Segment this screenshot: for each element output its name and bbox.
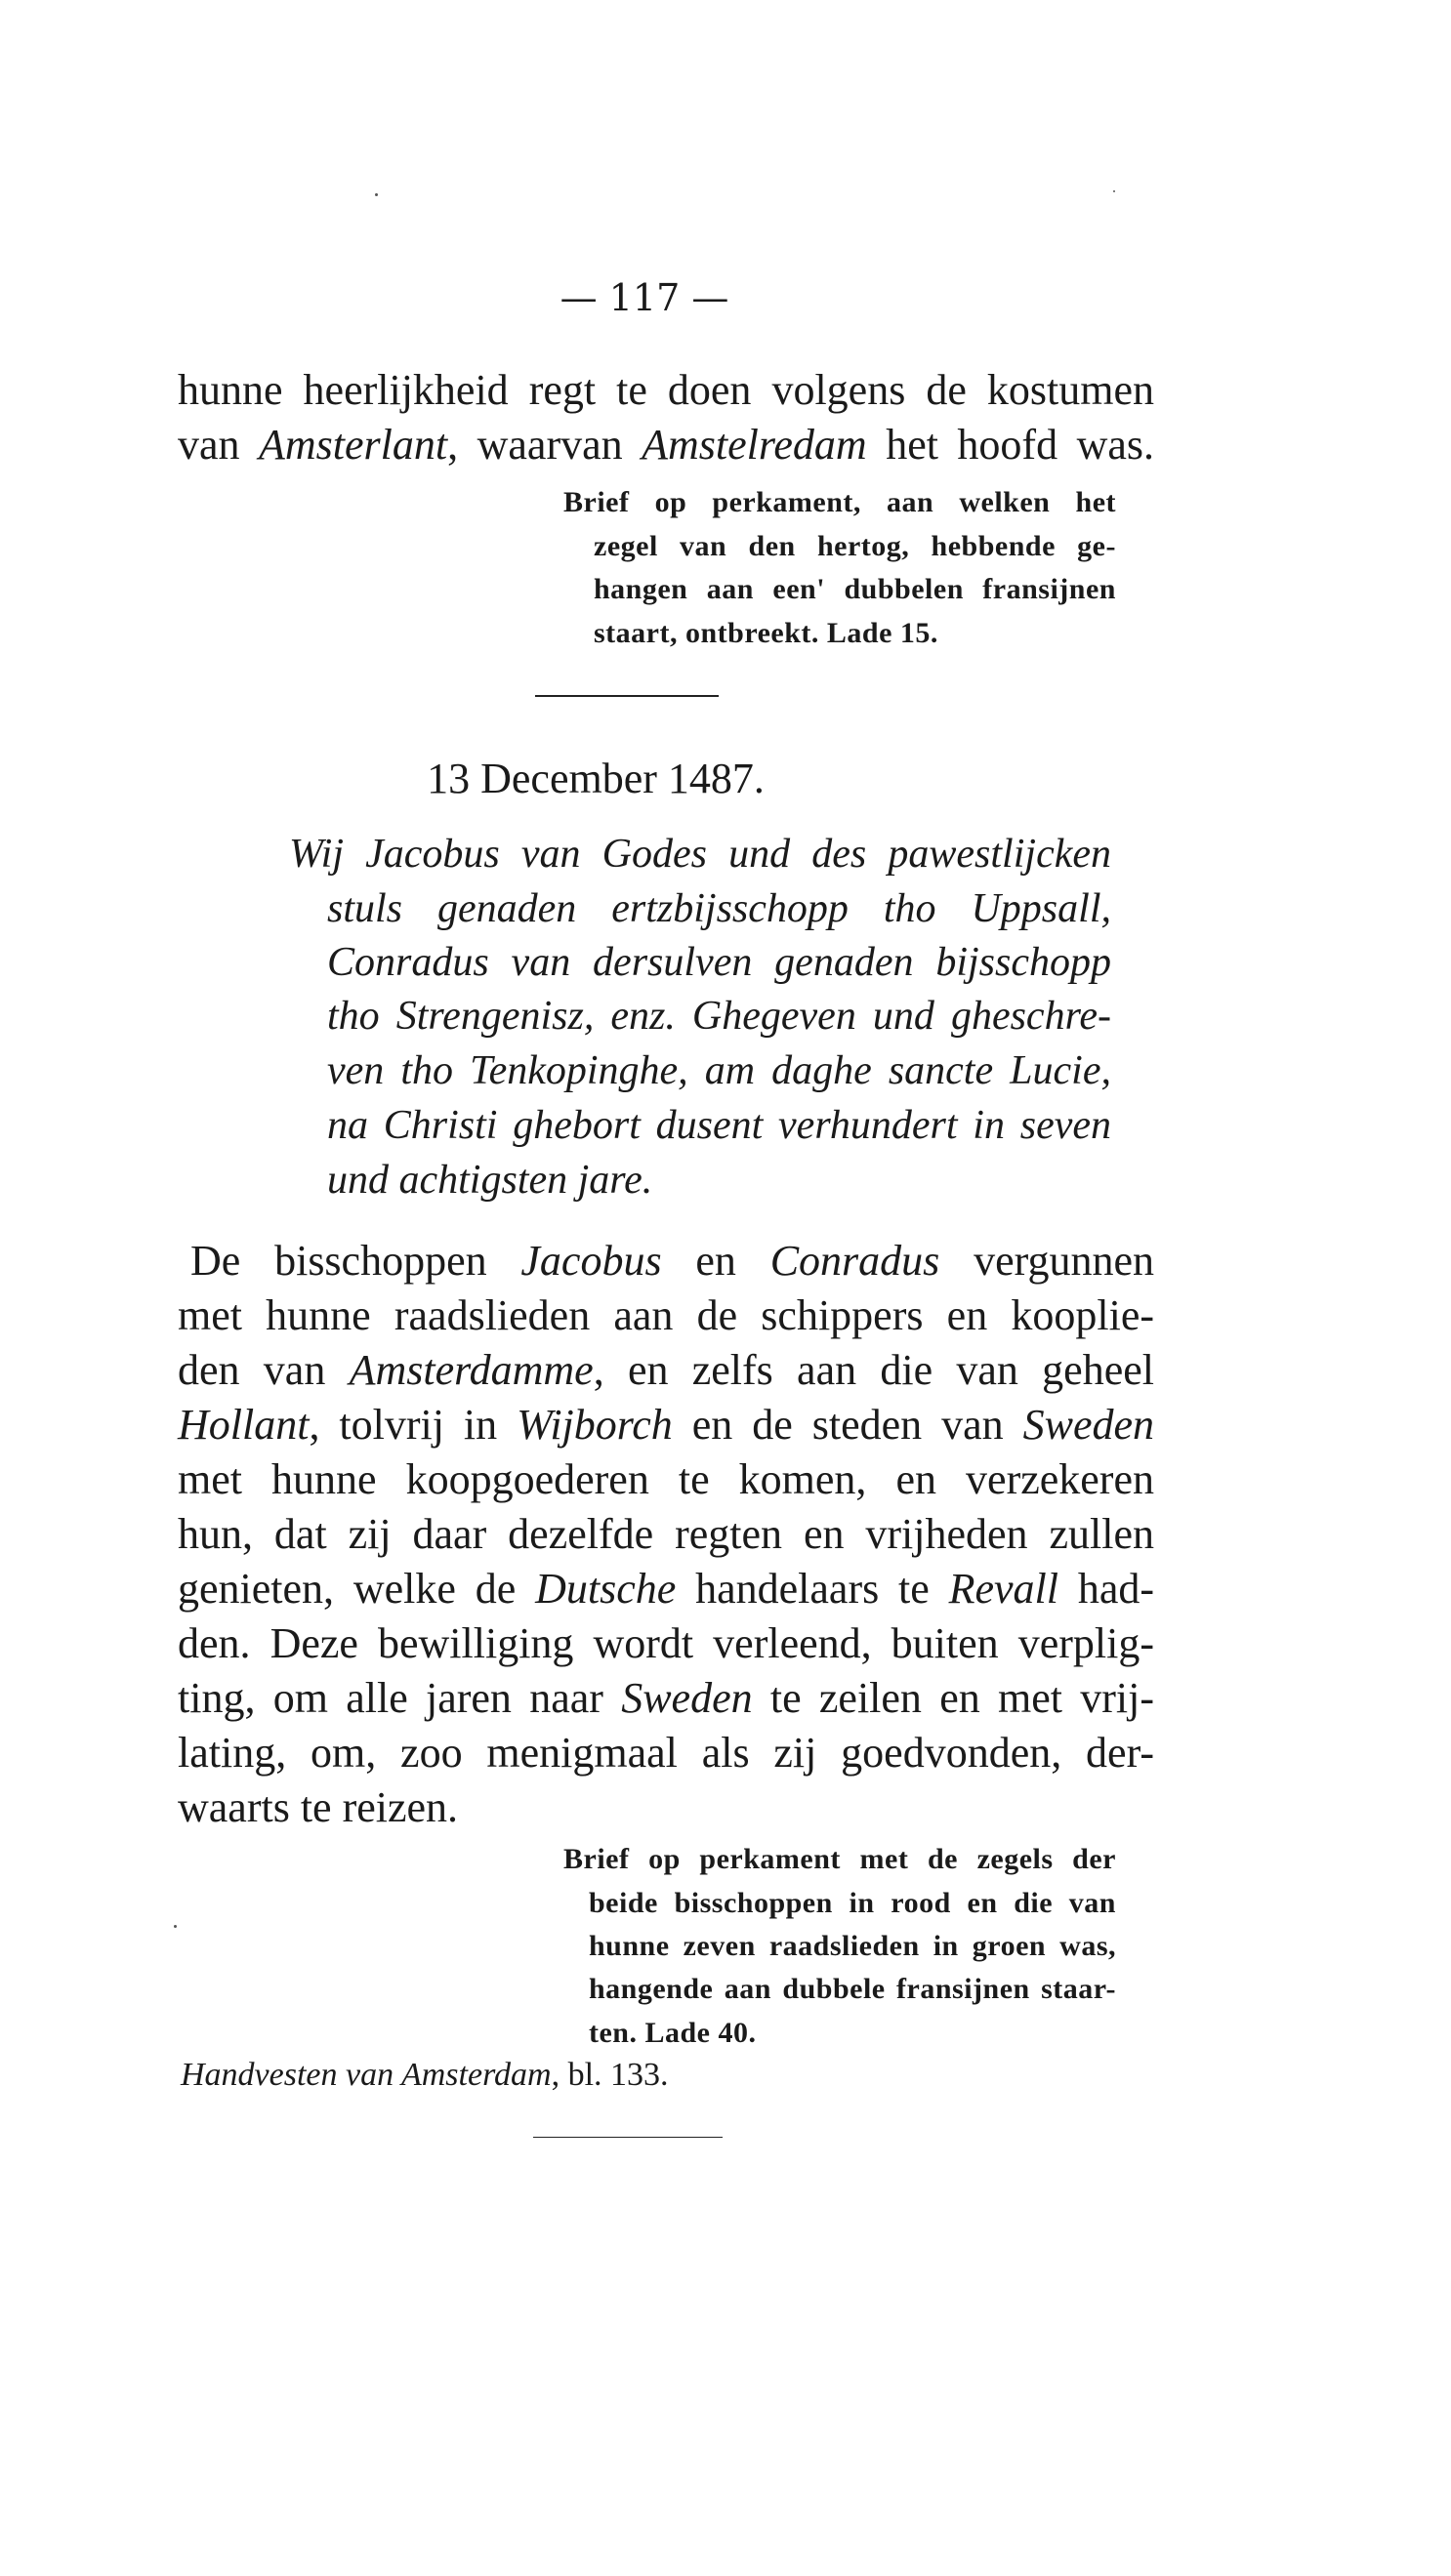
footnote-line: hangen aan een' dubbelen fransijnen [594,573,1116,605]
quote-line: na Christi ghebort dusent verhundert in seven [327,1103,1111,1148]
quote-line: Conradus van dersulven genaden bijsschopp [327,940,1111,985]
quote-line: Wij Jacobus van Godes und des pawestlijcken [289,832,1111,877]
section-divider [535,695,719,697]
text-line: hun, dat zij daar dezelfde regten en vrijheden zullen [178,1510,1154,1558]
text-line: van Amsterlant, waarvan Amstelredam het hoofd was. [178,421,1155,469]
quote-line: und achtigsten jare. [327,1158,653,1203]
quote-line: stuls genaden ertzbijsschopp tho Uppsall, [327,886,1111,931]
footnote-line: beide bisschoppen in rood en die van [589,1887,1116,1919]
text-line: den van Amsterdamme, en zelfs aan die van geheel [178,1346,1154,1394]
text-line: den. Deze bewilliging wordt verleend, buiten verplig- [178,1619,1154,1667]
footnote-line: zegel van den hertog, hebbende ge- [594,530,1116,562]
footnote-line: Brief op perkament met de zegels der [563,1843,1116,1875]
footnote-line: Brief op perkament, aan welken het [563,486,1116,518]
text-line: met hunne koopgoederen te komen, en verzekeren [178,1455,1154,1503]
text-line: genieten, welke de Dutsche handelaars te Revall had- [178,1565,1155,1613]
text-line: hunne heerlijkheid regt te doen volgens de kostumen [178,366,1154,414]
text-line: ting, om alle jaren naar Sweden te zeilen en met vrij- [178,1674,1154,1722]
page-number: — 117 — [560,276,729,319]
text-line: lating, om, zoo menigmaal als zij goedvonden, der- [178,1729,1154,1777]
source-reference: Handvesten van Amsterdam, bl. 133. [181,2057,669,2093]
quote-line: ven tho Tenkopinghe, am daghe sancte Lucie, [327,1048,1111,1093]
page-speck [375,193,378,196]
footnote-line: staart, ontbreekt. Lade 15. [594,617,938,649]
page-speck [174,1925,177,1928]
footnote-line: ten. Lade 40. [589,2017,757,2049]
text-line: Hollant, tolvrij in Wijborch en de steden van Sweden [178,1401,1154,1449]
text-line: met hunne raadslieden aan de schippers en kooplie- [178,1291,1154,1339]
end-divider [533,2137,723,2138]
text-line: De bisschoppen Jacobus en Conradus vergunnen [190,1237,1154,1285]
text-line: waarts te reizen. [178,1783,459,1831]
quote-line: tho Strengenisz, enz. Ghegeven und gheschre- [327,994,1111,1039]
footnote-line: hangende aan dubbele fransijnen staar- [589,1973,1116,2005]
footnote-line: hunne zeven raadslieden in groen was, [589,1930,1116,1962]
charter-date: 13 December 1487. [427,755,765,802]
page-speck [1113,190,1115,192]
